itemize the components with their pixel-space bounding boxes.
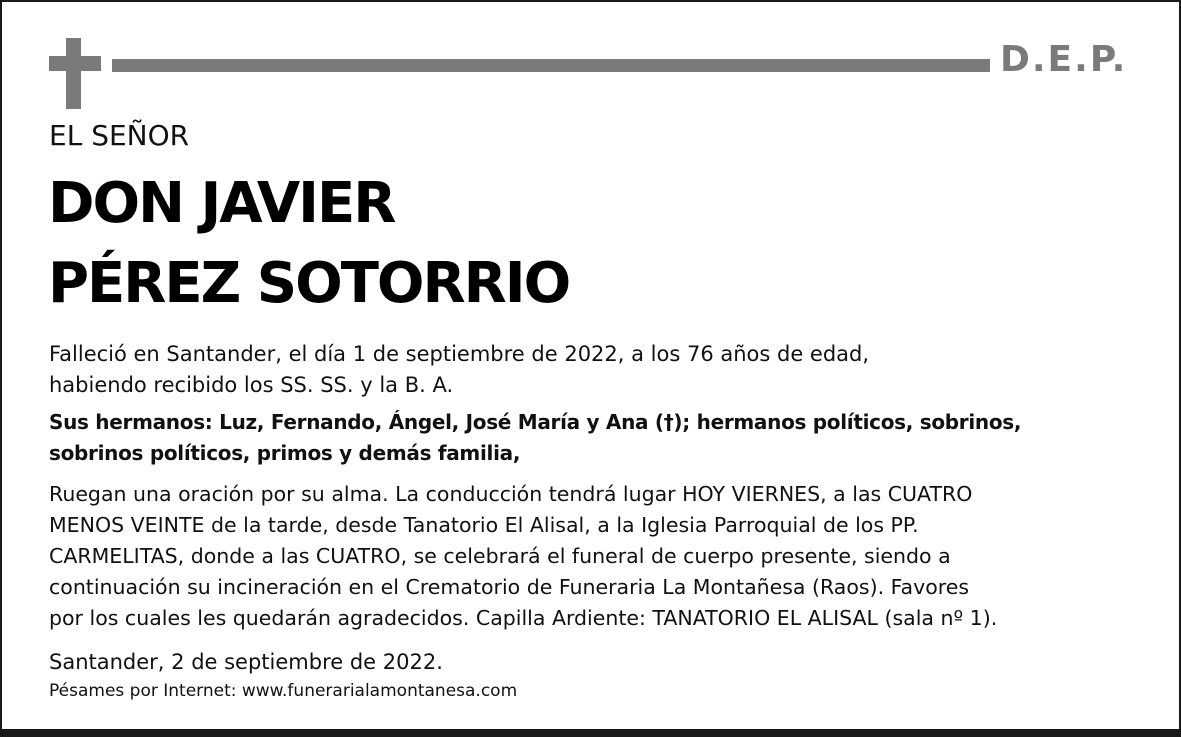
family-line-1: Sus hermanos: Luz, Fernando, Ángel, José María y Ana (†); hermanos políticos, sobrinos,	[49, 410, 1022, 434]
header-rule	[112, 59, 990, 72]
service-line-3: CARMELITAS, donde a las CUATRO, se celebrará el funeral de cuerpo presente, siendo a	[49, 544, 951, 568]
dep-label: D.E.P.	[1000, 39, 1128, 80]
cross-icon-bar	[49, 56, 101, 71]
condolences-link[interactable]: Pésames por Internet: www.funerarialamontanesa.com	[49, 681, 518, 701]
date-place: Santander, 2 de septiembre de 2022.	[49, 650, 443, 674]
death-paragraph	[49, 339, 869, 401]
service-line-1: Ruegan una oración por su alma. La conducción tendrá lugar HOY VIERNES, a las CUATRO	[49, 482, 973, 506]
service-paragraph	[49, 479, 997, 634]
cross-icon	[66, 38, 81, 109]
family-paragraph	[49, 407, 1021, 469]
death-line-1: Falleció en Santander, el día 1 de septiembre de 2022, a los 76 años de edad,	[49, 342, 870, 366]
service-line-5: por los cuales les quedarán agradecidos. Capilla Ardiente: TANATORIO EL ALISAL (sala nº 1).	[49, 606, 998, 630]
family-line-2: sobrinos políticos, primos y demás familia,	[49, 441, 521, 465]
pretitle: EL SEÑOR	[49, 119, 190, 152]
deceased-name-line2: PÉREZ SOTORRIO	[48, 251, 570, 316]
deceased-name-line1: DON JAVIER	[48, 171, 395, 236]
death-line-2: habiendo recibido los SS. SS. y la B. A.	[49, 373, 454, 397]
service-line-4: continuación su incineración en el Crematorio de Funeraria La Montañesa (Raos). Favores	[49, 575, 970, 599]
service-line-2: MENOS VEINTE de la tarde, desde Tanatorio El Alisal, a la Iglesia Parroquial de los PP.	[49, 513, 919, 537]
